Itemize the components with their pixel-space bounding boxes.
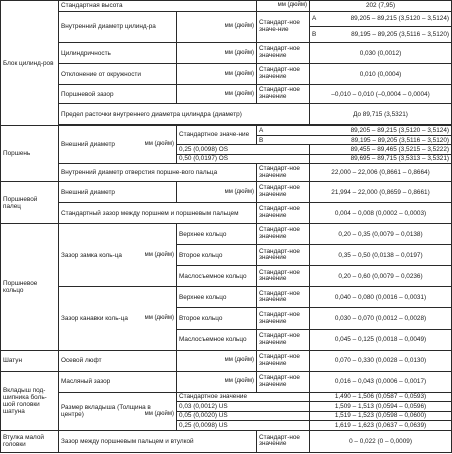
unit-cell: мм (дюйм) [177, 350, 257, 371]
grade-a-piston-cell [257, 126, 452, 135]
table-row [1, 85, 452, 104]
standard-cell: Стандарт-ное значение [257, 164, 310, 182]
value-bore-b: 89,195 – 89,205 (3,5116 – 3,5120) [351, 31, 450, 39]
label-roundness: Отклонение от окружности [59, 64, 177, 85]
label-pin-bore: Внутренний диаметр отверстия поршне-вого пальца [59, 164, 257, 182]
value-groove-second: 0,030 – 0,070 (0,0012 – 0,0028) [310, 308, 452, 329]
section-block: Блок цилинд-ров [1, 1, 59, 126]
standard-cell: Стандарт-ное значение [257, 43, 310, 64]
value-shell-std: 1,490 – 1,506 (0,0587 – 0,0593) [310, 392, 452, 401]
value-gap-second: 0,35 – 0,50 (0,0138 – 0,0197) [310, 245, 452, 266]
grade-b-label: B [312, 31, 317, 39]
label-piston-clearance: Поршневой зазор [59, 85, 177, 104]
label-piston-od: Внешний диаметр [61, 141, 115, 149]
value-piston-b: 89,195 – 89,205 (3,5116 – 3,5120) [351, 136, 450, 144]
unit-label: мм (дюйм) [144, 141, 174, 148]
label-oil-clearance: Масляный зазор [59, 371, 177, 392]
value-piston-a: 89,205 – 89,215 (3,5120 – 3,5124) [350, 127, 450, 135]
table-row [1, 164, 452, 182]
standard-cell: Стандарт-ное значение [257, 224, 310, 245]
table-row [1, 392, 452, 401]
standard-cell: Стандарт-ное значение [257, 287, 310, 308]
unit-label: мм (дюйм) [144, 315, 174, 321]
unit-cell: мм (дюйм) [177, 85, 257, 104]
value-piston-clearance: –0,010 – 0,010 (–0,0004 – 0,0004) [310, 85, 452, 104]
value-groove-top: 0,040 – 0,080 (0,0016 – 0,0031) [310, 287, 452, 308]
standard-cell: Стандарт-ное значение [257, 266, 310, 287]
value-pin-od: 21,994 – 22,000 (0,8659 – 0,8661) [310, 182, 452, 203]
piston-od-cell [59, 126, 177, 164]
label-bore: Внутренний диаметр цилинд-ра [59, 11, 177, 43]
label-pin-od: Внешний диаметр [59, 182, 177, 203]
oversize-025-label: 0,25 (0,0098) OS [177, 145, 310, 154]
section-rod: Шатун [1, 350, 59, 371]
section-smallend: Втулка малой головки [1, 430, 59, 452]
table-row [1, 203, 452, 224]
table-row [1, 1, 452, 12]
value-pin-clearance: 0,004 – 0,008 (0,0002 – 0,0003) [310, 203, 452, 224]
label-groove-clearance: Зазор канавки коль-ца [61, 315, 128, 322]
label-standard-height: Стандартная высота [59, 1, 257, 12]
value-groove-oil: 0,045 – 0,125 (0,0018 – 0,0049) [310, 329, 452, 350]
value-bore-a: 89,205 – 89,215 (3,5120 – 3,5124) [350, 15, 450, 23]
standard-cell: Стандартное значе-ние [177, 126, 257, 145]
table-row [1, 287, 452, 308]
unit-cell: мм (дюйм) [177, 182, 257, 203]
grade-a-bore-cell [310, 11, 452, 27]
label-bushing-clearance: Зазор между поршневым пальцем и втулкой [59, 430, 257, 452]
label-pin-clearance: Стандартный зазор между поршнем и поршневым пальцем [59, 203, 257, 224]
standard-cell: Стандарт-ное значение [257, 64, 310, 85]
section-bigend: Вкладыш под-шипника боль-шой головки шатуна [1, 371, 59, 430]
label-cylindricity: Цилиндричность [59, 43, 177, 64]
label-shell-size: Размер вкладыша (Толщина в центре) [61, 404, 151, 419]
value-pin-bore: 22,000 – 22,006 (0,8661 – 0,8664) [310, 164, 452, 182]
label-top-ring: Верхнее кольцо [177, 224, 257, 245]
table-row [1, 43, 452, 64]
unit-cell: мм (дюйм) [177, 64, 257, 85]
label-end-play: Осевой люфт [59, 350, 177, 371]
table-row [1, 126, 452, 135]
ring-gap-cell [59, 224, 177, 287]
label-top-ring: Верхнее кольцо [177, 287, 257, 308]
grade-b-piston-cell [257, 135, 452, 144]
undersize-025-label: 0,25 (0,0098) US [177, 421, 310, 430]
table-row [1, 64, 452, 85]
standard-cell: Стандарт-ное значение [257, 329, 310, 350]
label-second-ring: Второе кольцо [177, 245, 257, 266]
table-row [1, 104, 452, 125]
label-second-ring: Второе кольцо [177, 308, 257, 329]
value-oil-clearance: 0,016 – 0,043 (0,0006 – 0,0017) [310, 371, 452, 392]
standard-cell: Стандарт-ное значение [257, 430, 310, 452]
groove-clearance-cell [59, 287, 177, 350]
value-bushing: 0 – 0,022 (0 – 0,0009) [310, 430, 452, 452]
section-piston: Поршень [1, 126, 59, 182]
section-pin: Поршневой палец [1, 182, 59, 224]
shell-size-cell [59, 392, 177, 430]
unit-cell: мм (дюйм) [257, 1, 310, 12]
grade-a-label: A [259, 127, 264, 135]
oversize-050-label: 0,50 (0,0197) OS [177, 154, 310, 163]
standard-cell: Стандарт-ное значение [257, 371, 310, 392]
undersize-003-label: 0,03 (0,0012) US [177, 402, 310, 411]
value-piston-os025: 89,455 – 89,465 (3,5215 – 3,5222) [310, 145, 452, 154]
grade-b-label: B [259, 136, 264, 144]
unit-cell: мм (дюйм) [177, 371, 257, 392]
label-oil-ring: Маслосъемное кольцо [177, 329, 257, 350]
label-oil-ring: Маслосъемное кольцо [177, 266, 257, 287]
standard-cell: Стандарт-ное значение [257, 203, 310, 224]
table-row [1, 224, 452, 245]
value-shell-us003: 1,509 – 1,513 (0,0594 – 0,0596) [310, 402, 452, 411]
value-shell-us025: 1,619 – 1,623 (0,0637 – 0,0639) [310, 421, 452, 430]
value-shell-us005: 1,519 – 1,523 (0,0598 – 0,0600) [310, 411, 452, 420]
unit-label: мм (дюйм) [144, 411, 174, 418]
value-height: 202 (7,95) [310, 1, 452, 12]
value-rebore-limit: До 89,715 (3,5321) [310, 104, 452, 125]
value-end-play: 0,070 – 0,330 (0,0028 – 0,0130) [310, 350, 452, 371]
undersize-005-label: 0,05 (0,0020) US [177, 411, 310, 420]
standard-cell: Стандарт-ное значение [257, 85, 310, 104]
standard-cell: Стандарт-ное значение [257, 308, 310, 329]
section-ring: Поршневое кольцо [1, 224, 59, 350]
table-row [1, 11, 452, 27]
standard-cell: Стандарт-ное значение [257, 245, 310, 266]
unit-cell: мм (дюйм) [177, 43, 257, 64]
standard-cell: Стандарт-ное значение [257, 350, 310, 371]
value-gap-oil: 0,20 – 0,60 (0,0079 – 0,0236) [310, 266, 452, 287]
grade-a-label: A [312, 15, 317, 23]
table-row [1, 371, 452, 392]
table-row [1, 350, 452, 371]
table-row [1, 430, 452, 452]
unit-cell: мм (дюйм) [177, 11, 257, 43]
standard-cell: Стандарт-ное значе-ние [257, 11, 310, 43]
label-rebore-limit: Предел расточки внутреннего диаметра цилиндра (диаметр) [59, 104, 310, 125]
table-row [1, 182, 452, 203]
value-cylindricity: 0,030 (0,0012) [310, 43, 452, 64]
label-ring-gap: Зазор замка коль-ца [61, 251, 122, 259]
value-roundness: 0,010 (0,0004) [310, 64, 452, 85]
unit-label: мм (дюйм) [144, 251, 174, 258]
standard-cell: Стандарт-ное значение [257, 182, 310, 203]
shell-standard-label: Стандартное значение [177, 392, 310, 401]
value-piston-os050: 89,695 – 89,715 (3,5313 – 3,5321) [310, 154, 452, 163]
grade-b-bore-cell [310, 27, 452, 43]
value-gap-top: 0,20 – 0,35 (0,0079 – 0,0138) [310, 224, 452, 245]
